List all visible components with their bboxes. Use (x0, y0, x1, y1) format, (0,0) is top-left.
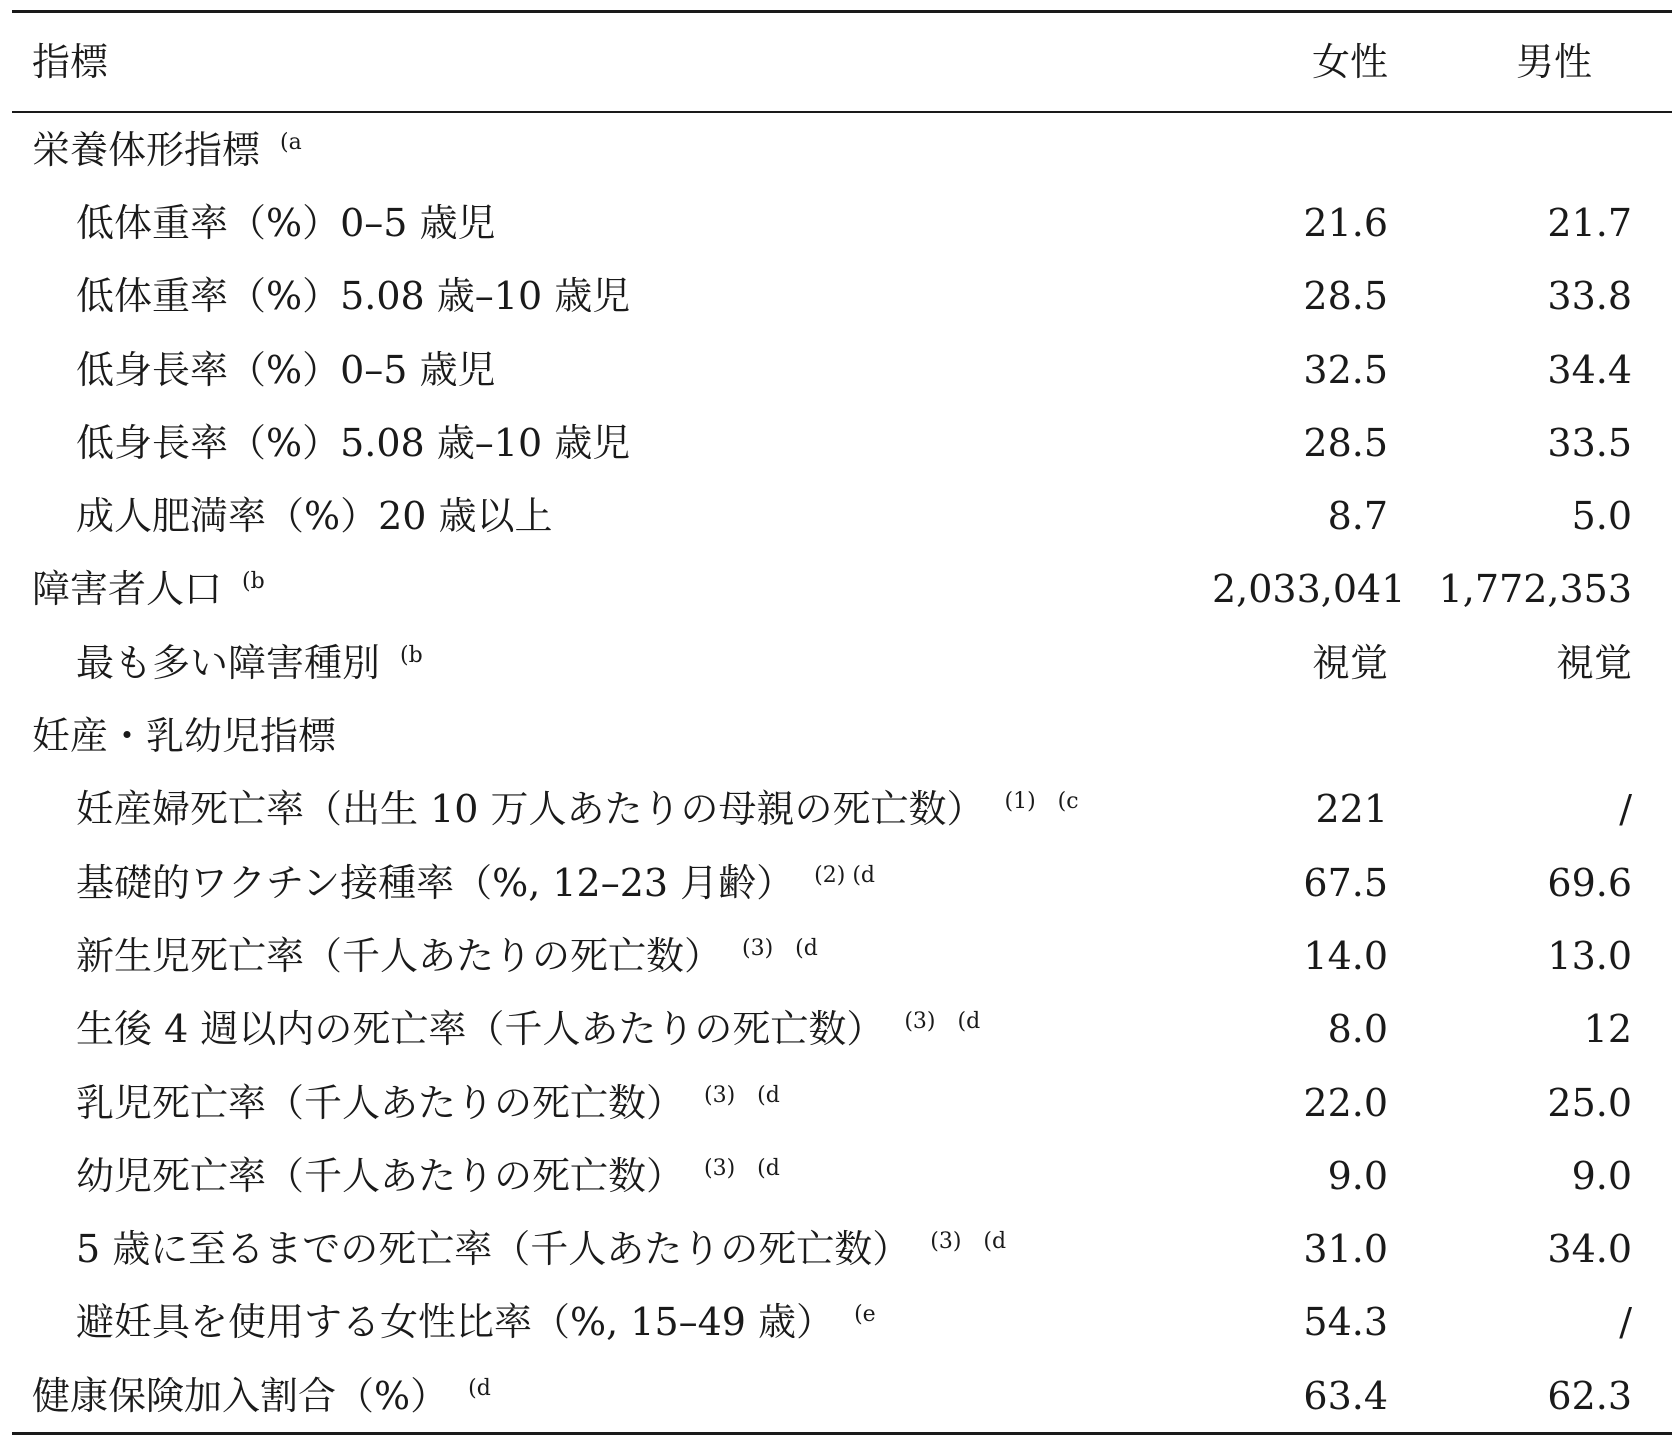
footnote-marker: (b (242, 569, 265, 595)
header-female: 女性 (1311, 40, 1388, 84)
male-value: 34.4 (1547, 347, 1632, 392)
female-value: 31.0 (1303, 1227, 1388, 1272)
footnote-marker: (3) (d (904, 1009, 981, 1035)
table-row (12, 333, 1672, 406)
row-label: 健康保険加入割合（%） $^{(d}$ (32, 1373, 491, 1418)
table-row (12, 699, 1672, 772)
data-table-body (12, 113, 1672, 1432)
male-value: / (1619, 787, 1632, 832)
female-value (1212, 699, 1392, 772)
male-value: 21.7 (1547, 200, 1632, 245)
male-value: 62.3 (1547, 1373, 1632, 1418)
table-row (12, 919, 1672, 992)
female-value (1212, 113, 1392, 186)
male-value: 34.0 (1547, 1227, 1632, 1272)
male-value: 視覚 (1555, 640, 1632, 685)
header-indicator: 指標 (32, 40, 109, 84)
table-row (12, 406, 1672, 479)
female-value: 視覚 (1311, 640, 1388, 685)
table-row (12, 773, 1672, 846)
table-row (12, 1139, 1672, 1212)
row-label: 成人肥満率（%）20 歳以上 (76, 494, 553, 539)
female-value: 14.0 (1303, 933, 1388, 978)
female-value: 54.3 (1303, 1300, 1388, 1345)
male-value: 33.5 (1547, 420, 1632, 465)
male-value: 5.0 (1571, 494, 1632, 539)
male-value: 13.0 (1547, 933, 1632, 978)
male-value: 12 (1583, 1007, 1632, 1052)
male-value: / (1619, 1300, 1632, 1345)
female-value: 22.0 (1303, 1080, 1388, 1125)
table-row (12, 993, 1672, 1066)
table-row (12, 1286, 1672, 1359)
table-row (12, 186, 1672, 259)
footnote-marker: (d (468, 1375, 491, 1401)
footnote-marker: (3) (d (742, 935, 818, 961)
row-label: 新生児死亡率（千人あたりの死亡数） $^{(3) (d}$ (76, 933, 818, 978)
table-row (12, 846, 1672, 919)
table-row (12, 260, 1672, 333)
row-label: 妊産婦死亡率（出生 10 万人あたりの母親の死亡数） $^{(1) (c}$ (76, 787, 1079, 832)
female-value: 63.4 (1303, 1373, 1388, 1418)
row-label: 5 歳に至るまでの死亡率（千人あたりの死亡数） $^{(3) (d}$ (76, 1227, 1007, 1272)
table-row (12, 479, 1672, 552)
footnote-marker: (e (854, 1302, 876, 1328)
row-label: 低身長率（%）0–5 歳児 (76, 347, 496, 392)
female-value: 9.0 (1327, 1153, 1388, 1198)
header-row (12, 13, 1672, 111)
female-value: 8.7 (1327, 494, 1388, 539)
row-label: 最も多い障害種別 $^{(b}$ (76, 640, 423, 685)
row-label: 生後 4 週以内の死亡率（千人あたりの死亡数） $^{(3) (d}$ (76, 1007, 981, 1052)
male-value: 25.0 (1547, 1080, 1632, 1125)
female-value: 28.5 (1303, 420, 1388, 465)
row-label: 乳児死亡率（千人あたりの死亡数） $^{(3) (d}$ (76, 1080, 780, 1125)
table-row (12, 626, 1672, 699)
row-label: 基礎的ワクチン接種率（%, 12–23 月齢） $^{(2) (d}$ (76, 860, 875, 905)
male-value: 9.0 (1571, 1153, 1632, 1198)
row-label: 幼児死亡率（千人あたりの死亡数） $^{(3) (d}$ (76, 1153, 780, 1198)
row-label: 妊産・乳幼児指標 (32, 714, 337, 759)
data-table (12, 13, 1672, 111)
female-value: 67.5 (1303, 860, 1388, 905)
table-row (12, 553, 1672, 626)
female-value: 8.0 (1327, 1007, 1388, 1052)
female-value: 221 (1315, 787, 1388, 832)
table-row (12, 1212, 1672, 1285)
footnote-marker: (3) (d (930, 1229, 1007, 1255)
indicator-table (12, 10, 1672, 1435)
row-label: 栄養体形指標 $^{(a}$ (32, 127, 302, 172)
row-label: 避妊具を使用する女性比率（%, 15–49 歳） $^{(e}$ (76, 1300, 876, 1345)
row-label: 低体重率（%）5.08 歳–10 歳児 (76, 274, 631, 319)
footnote-marker: (3) (d (704, 1082, 780, 1108)
footnote-marker: (2) (d (814, 862, 875, 888)
male-value (1392, 699, 1672, 772)
male-value: 33.8 (1547, 274, 1632, 319)
table-row (12, 1066, 1672, 1139)
male-value: 1,772,353 (1438, 567, 1632, 612)
female-value: 28.5 (1303, 274, 1388, 319)
row-label: 障害者人口 $^{(b}$ (32, 567, 265, 612)
female-value: 2,033,041 (1212, 567, 1406, 612)
table-row (12, 113, 1672, 186)
male-value: 69.6 (1547, 860, 1632, 905)
table-bottom-rule (12, 1432, 1672, 1435)
footnote-marker: (3) (d (704, 1155, 780, 1181)
male-value (1392, 113, 1672, 186)
header-male: 男性 (1515, 40, 1592, 84)
table-row (12, 1359, 1672, 1432)
row-label: 低身長率（%）5.08 歳–10 歳児 (76, 420, 631, 465)
female-value: 32.5 (1303, 347, 1388, 392)
female-value: 21.6 (1303, 200, 1388, 245)
footnote-marker: (b (400, 642, 423, 668)
footnote-marker: (1) (c (1004, 789, 1079, 815)
row-label: 低体重率（%）0–5 歳児 (76, 200, 496, 245)
footnote-marker: (a (280, 129, 302, 155)
